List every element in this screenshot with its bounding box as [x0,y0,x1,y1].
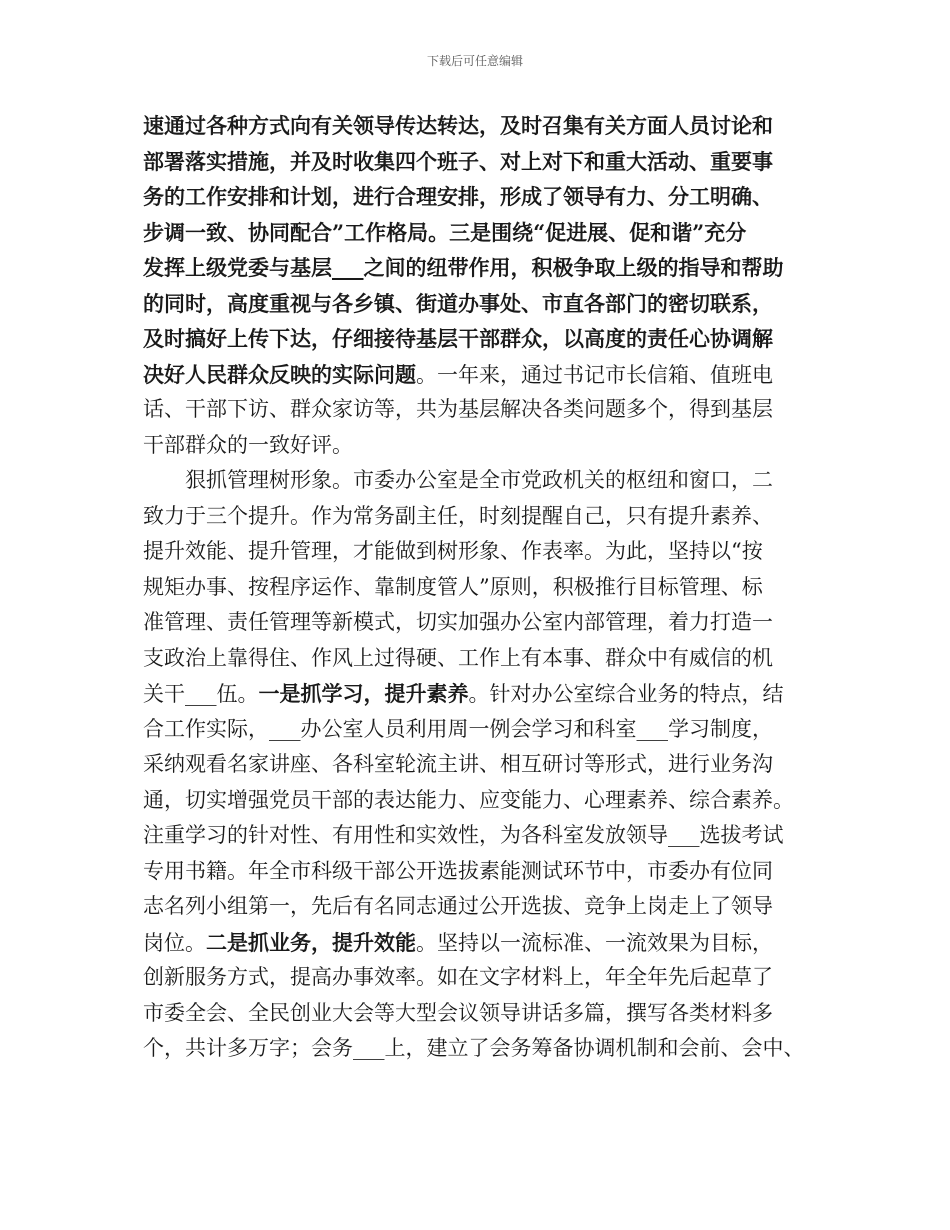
text-segment: 。坚持以一流标准、一流效果为目标， [416,930,773,955]
text-line [143,889,815,925]
text-segment: 关干___伍。 [143,682,259,706]
text-line [143,676,815,712]
text-line [143,605,815,641]
text-line [143,108,815,144]
text-segment: 专用书籍。年全市科级干部公开选拔素能测试环节中，市委办有位同 [143,858,773,883]
text-segment: 支政治上靠得住、作风上过得硬、工作上有本事、群众中有威信的机 [143,645,773,670]
text-segment: 。针对办公室综合业务的特点，结 [468,682,784,706]
text-line [143,215,815,251]
text-segment: 。一年来，通过书记市长信箱、值班电 [416,362,773,387]
text-line [143,783,815,819]
bold-text-segment: 务的工作安排和计划，进行合理安排，形成了领导有力、分工明确、 [143,184,773,209]
text-segment: 致力于三个提升。作为常务副主任，时刻提醒自己，只有提升素养、 [143,503,773,528]
text-line [143,250,815,286]
bold-text-segment: 步调一致、协同配合”工作格局。三是围绕“促进展、促和谐”充分 [143,219,747,245]
text-line [143,747,815,783]
text-segment: 规矩办事、按程序运作、靠制度管人”原则，积极推行目标管理、标 [143,574,763,599]
bold-text-segment: 的同时，高度重视与各乡镇、街道办事处、市直各部门的密切联系， [143,290,773,316]
text-segment: 话、干部下访、群众家访等，共为基层解决各类问题多个，得到基层 [143,397,773,421]
text-segment: 岗位。 [143,930,206,955]
text-line [143,996,815,1032]
text-segment: 创新服务方式，提高办事效率。如在文字材料上，年全年先后起草了 [143,965,773,989]
text-line [143,463,815,499]
text-segment: 干部群众的一致好评。 [143,432,353,457]
bold-text-segment: 一是抓学习，提升素养 [258,681,469,706]
text-line [143,641,815,677]
text-line [143,712,815,748]
text-line [143,179,815,215]
text-line [143,499,815,535]
text-line [143,428,815,464]
text-line [143,925,815,961]
text-segment: 合工作实际，___办公室人员利用周一例会学习和科室___学习制度， [143,716,773,741]
text-line [143,818,815,854]
document-body [143,108,815,1067]
text-line [143,286,815,322]
page-header: 下载后可任意编辑 [426,54,523,68]
bold-text-segment: 二是抓业务，提升效能 [206,929,416,955]
text-line [143,144,815,180]
bold-text-segment: 速通过各种方式向有关领导传达转达，及时召集有关方面人员讨论和 [143,113,773,138]
text-segment: 注重学习的针对性、有用性和实效性，为各科室发放领导___选拔考试 [143,823,784,847]
text-segment: 通，切实增强党员干部的表达能力、应变能力、心理素养、综合素养。 [143,787,794,812]
text-segment: 准管理、责任管理等新模式，切实加强办公室内部管理，着力打造一 [143,610,773,634]
text-segment: 狠抓管理树形象。市委办公室是全市党政机关的枢纽和窗口，二 [185,468,773,492]
text-line [143,960,815,996]
bold-text-segment: 及时搞好上传下达，仔细接待基层干部群众，以高度的责任心协调解 [143,326,773,351]
bold-text-segment: 决好人民群众反映的实际问题 [143,361,416,387]
text-line [143,534,815,570]
text-segment: 志名列小组第一，先后有名同志通过公开选拔、竞争上岗走上了领导 [143,894,773,918]
text-segment: 个，共计多万字；会务___上，建立了会务筹备协调机制和会前、会中、 [143,1036,805,1060]
text-segment: 提升效能、提升管理，才能做到树形象、作表率。为此，坚持以“按 [143,539,763,563]
text-line [143,392,815,428]
text-line [143,570,815,606]
text-line [143,321,815,357]
text-line [143,357,815,393]
text-segment: 采纳观看名家讲座、各科室轮流主讲、相互研讨等形式，进行业务沟 [143,752,773,776]
text-line [143,854,815,890]
bold-text-segment: 部署落实措施，并及时收集四个班子、对上对下和重大活动、重要事 [143,148,773,174]
bold-text-segment: 发挥上级党委与基层___之间的纽带作用，积极争取上级的指导和帮助 [143,255,784,280]
text-line [143,1031,815,1067]
text-segment: 市委全会、全民创业大会等大型会议领导讲话多篇，撰写各类材料多 [143,1000,773,1025]
